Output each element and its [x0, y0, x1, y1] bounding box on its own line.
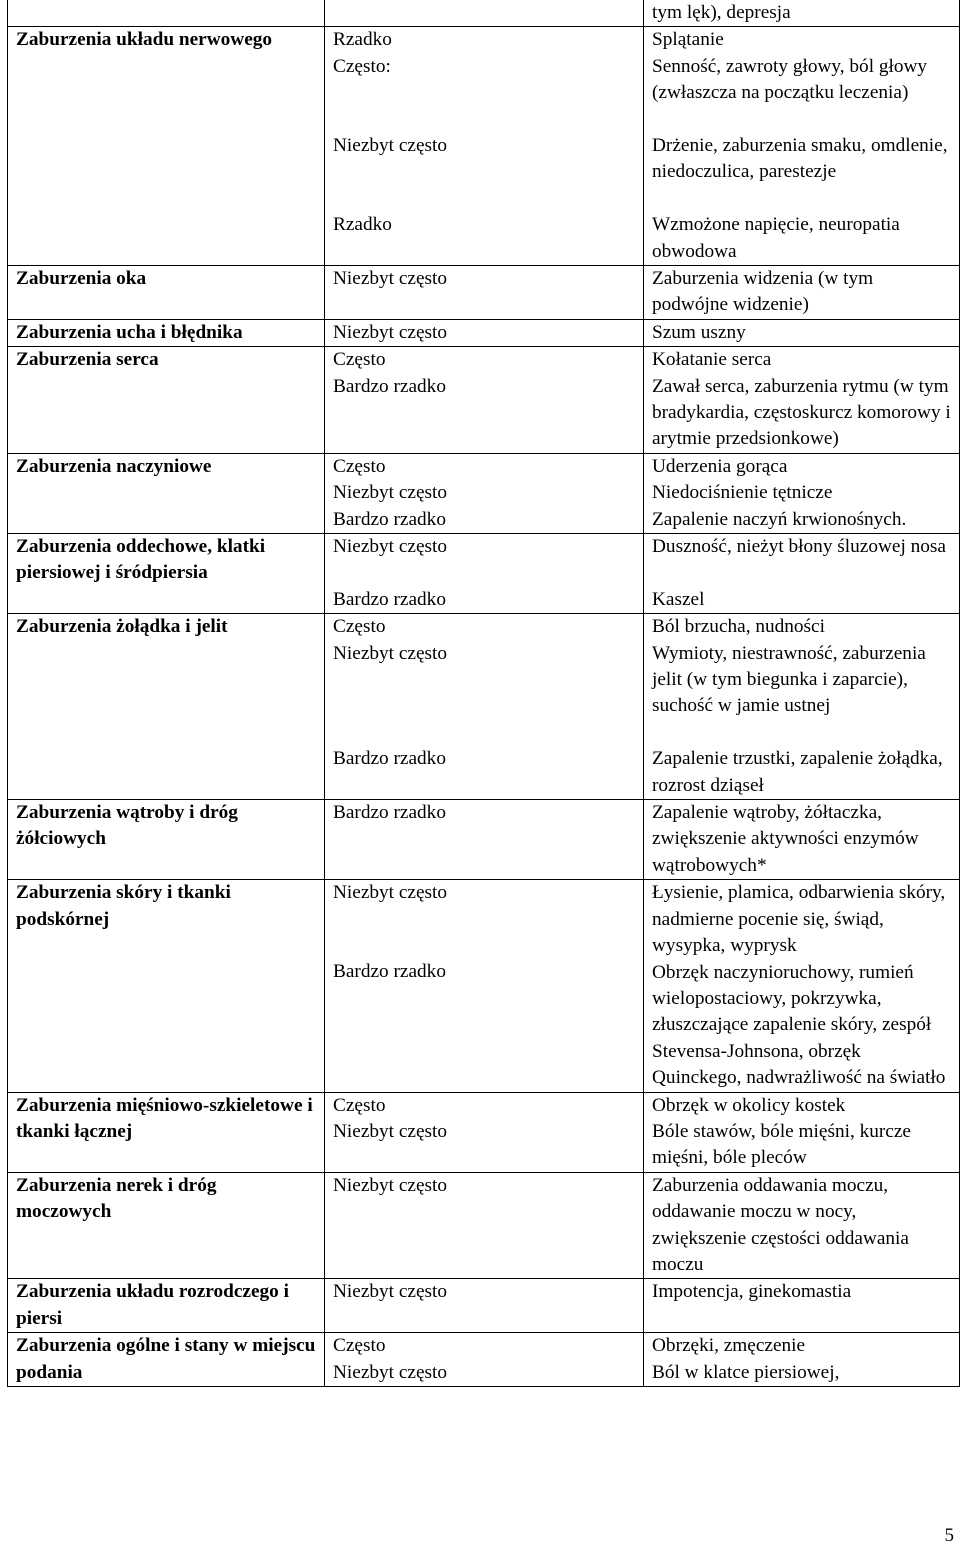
table-row	[8, 800, 960, 880]
frequency-label: Niezbyt często	[333, 321, 448, 343]
organ-system-cell: Zaburzenia ogólne i stany w miejscu podania	[8, 1333, 325, 1387]
frequency-cell	[325, 1333, 644, 1387]
table-row	[8, 347, 960, 454]
effect-text: Wzmożone napięcie, neuropatia obwodowa	[652, 214, 900, 262]
effect-cell	[644, 453, 960, 533]
organ-system-cell	[8, 0, 325, 27]
frequency-cell	[325, 0, 644, 27]
effect-cell	[644, 0, 960, 27]
table-row	[8, 880, 960, 1092]
page-number: 5	[944, 1525, 954, 1546]
table-row	[8, 266, 960, 320]
effect-text: Wymioty, niestrawność, zaburzenia jelit (w tym biegunka i zaparcie), suchość w jamie ustnej	[652, 642, 926, 717]
frequency-label: Bardzo rzadko	[333, 375, 446, 397]
effect-cell	[644, 1092, 960, 1172]
effect-cell	[644, 27, 960, 266]
frequency-cell	[325, 27, 644, 266]
frequency-cell	[325, 800, 644, 880]
frequency-label: Niezbyt często	[333, 482, 448, 504]
effect-text: Duszność, nieżyt błony śluzowej nosa	[652, 536, 946, 558]
effect-text: Niedociśnienie tętnicze	[652, 482, 833, 504]
effect-text: Obrzęk w okolicy kostek	[652, 1094, 846, 1116]
effect-cell	[644, 319, 960, 346]
table-row	[8, 0, 960, 27]
organ-system-cell: Zaburzenia układu nerwowego	[8, 27, 325, 266]
effect-cell	[644, 266, 960, 320]
frequency-label: Rzadko	[333, 214, 392, 236]
frequency-label: Często	[333, 616, 386, 638]
effect-text: Kaszel	[652, 588, 705, 610]
effect-text: Zapalenie wątroby, żółtaczka, zwiększenie aktywności enzymów wątrobowych*	[652, 802, 919, 876]
frequency-label: Niezbyt często	[333, 1281, 448, 1303]
frequency-label: Niezbyt często	[333, 1361, 448, 1383]
table-row	[8, 453, 960, 533]
frequency-label: Niezbyt często	[333, 642, 448, 664]
frequency-cell	[325, 534, 644, 614]
frequency-label: Niezbyt często	[333, 135, 448, 156]
effect-cell	[644, 614, 960, 800]
effect-cell	[644, 800, 960, 880]
table-row	[8, 1092, 960, 1172]
organ-system-cell: Zaburzenia wątroby i dróg żółciowych	[8, 800, 325, 880]
effect-text: Zapalenie trzustki, zapalenie żołądka, rozrost dziąseł	[652, 748, 943, 796]
effect-text: Obrzęki, zmęczenie	[652, 1335, 806, 1357]
organ-system-cell: Zaburzenia mięśniowo-szkieletowe i tkanki łącznej	[8, 1092, 325, 1172]
effect-text: Obrzęk naczynioruchowy, rumień wielopostaciowy, pokrzywka, złuszczające zapalenie skóry, zespół Stevensa-Johnsona, obrzęk Quinckego, nadwrażliwość na światło	[652, 961, 946, 1089]
table-body	[8, 0, 960, 1387]
frequency-label: Często	[333, 1094, 386, 1116]
frequency-label: Bardzo rzadko	[333, 802, 446, 824]
effect-cell	[644, 1279, 960, 1333]
frequency-cell	[325, 1279, 644, 1333]
organ-system-cell: Zaburzenia skóry i tkanki podskórnej	[8, 880, 325, 1092]
adverse-effects-table	[7, 0, 960, 1387]
organ-system-cell: Zaburzenia naczyniowe	[8, 453, 325, 533]
effect-text: Senność, zawroty głowy, ból głowy (zwłaszcza na początku leczenia)	[652, 55, 928, 104]
effect-cell	[644, 880, 960, 1092]
table-row	[8, 1172, 960, 1279]
table-row	[8, 534, 960, 614]
organ-system-cell: Zaburzenia żołądka i jelit	[8, 614, 325, 800]
frequency-label: Niezbyt często	[333, 1174, 448, 1196]
organ-system-cell: Zaburzenia serca	[8, 347, 325, 454]
frequency-cell	[325, 1092, 644, 1172]
frequency-label: Często:	[333, 55, 391, 77]
frequency-label: Niezbyt często	[333, 536, 448, 558]
organ-system-cell: Zaburzenia oddechowe, klatki piersiowej i śródpiersia	[8, 534, 325, 614]
effect-text: Zaburzenia widzenia (w tym podwójne widzenie)	[652, 268, 874, 316]
effect-text: Drżenie, zaburzenia smaku, omdlenie, niedoczulica, parestezje	[652, 135, 948, 183]
organ-system-cell: Zaburzenia oka	[8, 266, 325, 320]
table-row	[8, 1333, 960, 1387]
frequency-cell	[325, 880, 644, 1092]
organ-system-cell: Zaburzenia układu rozrodczego i piersi	[8, 1279, 325, 1333]
effect-text: Kołatanie serca	[652, 349, 772, 371]
organ-system-cell: Zaburzenia nerek i dróg moczowych	[8, 1172, 325, 1279]
effect-text: Zaburzenia oddawania moczu, oddawanie moczu w nocy, zwiększenie częstości oddawania moczu	[652, 1174, 909, 1275]
effect-cell	[644, 1333, 960, 1387]
effect-cell	[644, 347, 960, 454]
frequency-label: Bardzo rzadko	[333, 588, 446, 610]
frequency-cell	[325, 614, 644, 800]
frequency-cell	[325, 319, 644, 346]
effect-text: Szum uszny	[652, 321, 746, 343]
frequency-label: Rzadko	[333, 29, 392, 51]
effect-cell	[644, 534, 960, 614]
frequency-label: Bardzo rzadko	[333, 961, 446, 983]
frequency-label: Bardzo rzadko	[333, 508, 446, 530]
frequency-cell	[325, 1172, 644, 1279]
table-row	[8, 614, 960, 800]
frequency-label: Często	[333, 455, 386, 477]
frequency-cell	[325, 347, 644, 454]
table-row	[8, 1279, 960, 1333]
frequency-label: Często	[333, 349, 386, 371]
effect-text: Splątanie	[652, 29, 724, 51]
frequency-label: Niezbyt często	[333, 268, 448, 289]
effect-text: Zawał serca, zaburzenia rytmu (w tym bradykardia, częstoskurcz komorowy i arytmie przedsionkowe)	[652, 375, 951, 450]
table-row	[8, 319, 960, 346]
frequency-label: Niezbyt często	[333, 1120, 448, 1142]
organ-system-cell: Zaburzenia ucha i błędnika	[8, 319, 325, 346]
effect-text: Ból brzucha, nudności	[652, 616, 825, 638]
frequency-label: Niezbyt często	[333, 882, 448, 904]
effect-text: Zapalenie naczyń krwionośnych.	[652, 508, 907, 530]
frequency-cell	[325, 266, 644, 320]
effect-text: tym lęk), depresja	[652, 2, 791, 23]
effect-text: Łysienie, plamica, odbarwienia skóry, nadmierne pocenie się, świąd, wysypka, wyprysk	[652, 882, 946, 957]
frequency-label: Często	[333, 1335, 386, 1357]
frequency-label: Bardzo rzadko	[333, 748, 446, 770]
table-row	[8, 27, 960, 266]
effect-cell	[644, 1172, 960, 1279]
effect-text: Ból w klatce piersiowej,	[652, 1361, 840, 1383]
effect-text: Uderzenia gorąca	[652, 455, 788, 477]
frequency-cell	[325, 453, 644, 533]
effect-text: Impotencja, ginekomastia	[652, 1281, 852, 1303]
effect-text: Bóle stawów, bóle mięśni, kurcze mięśni, bóle pleców	[652, 1120, 911, 1169]
